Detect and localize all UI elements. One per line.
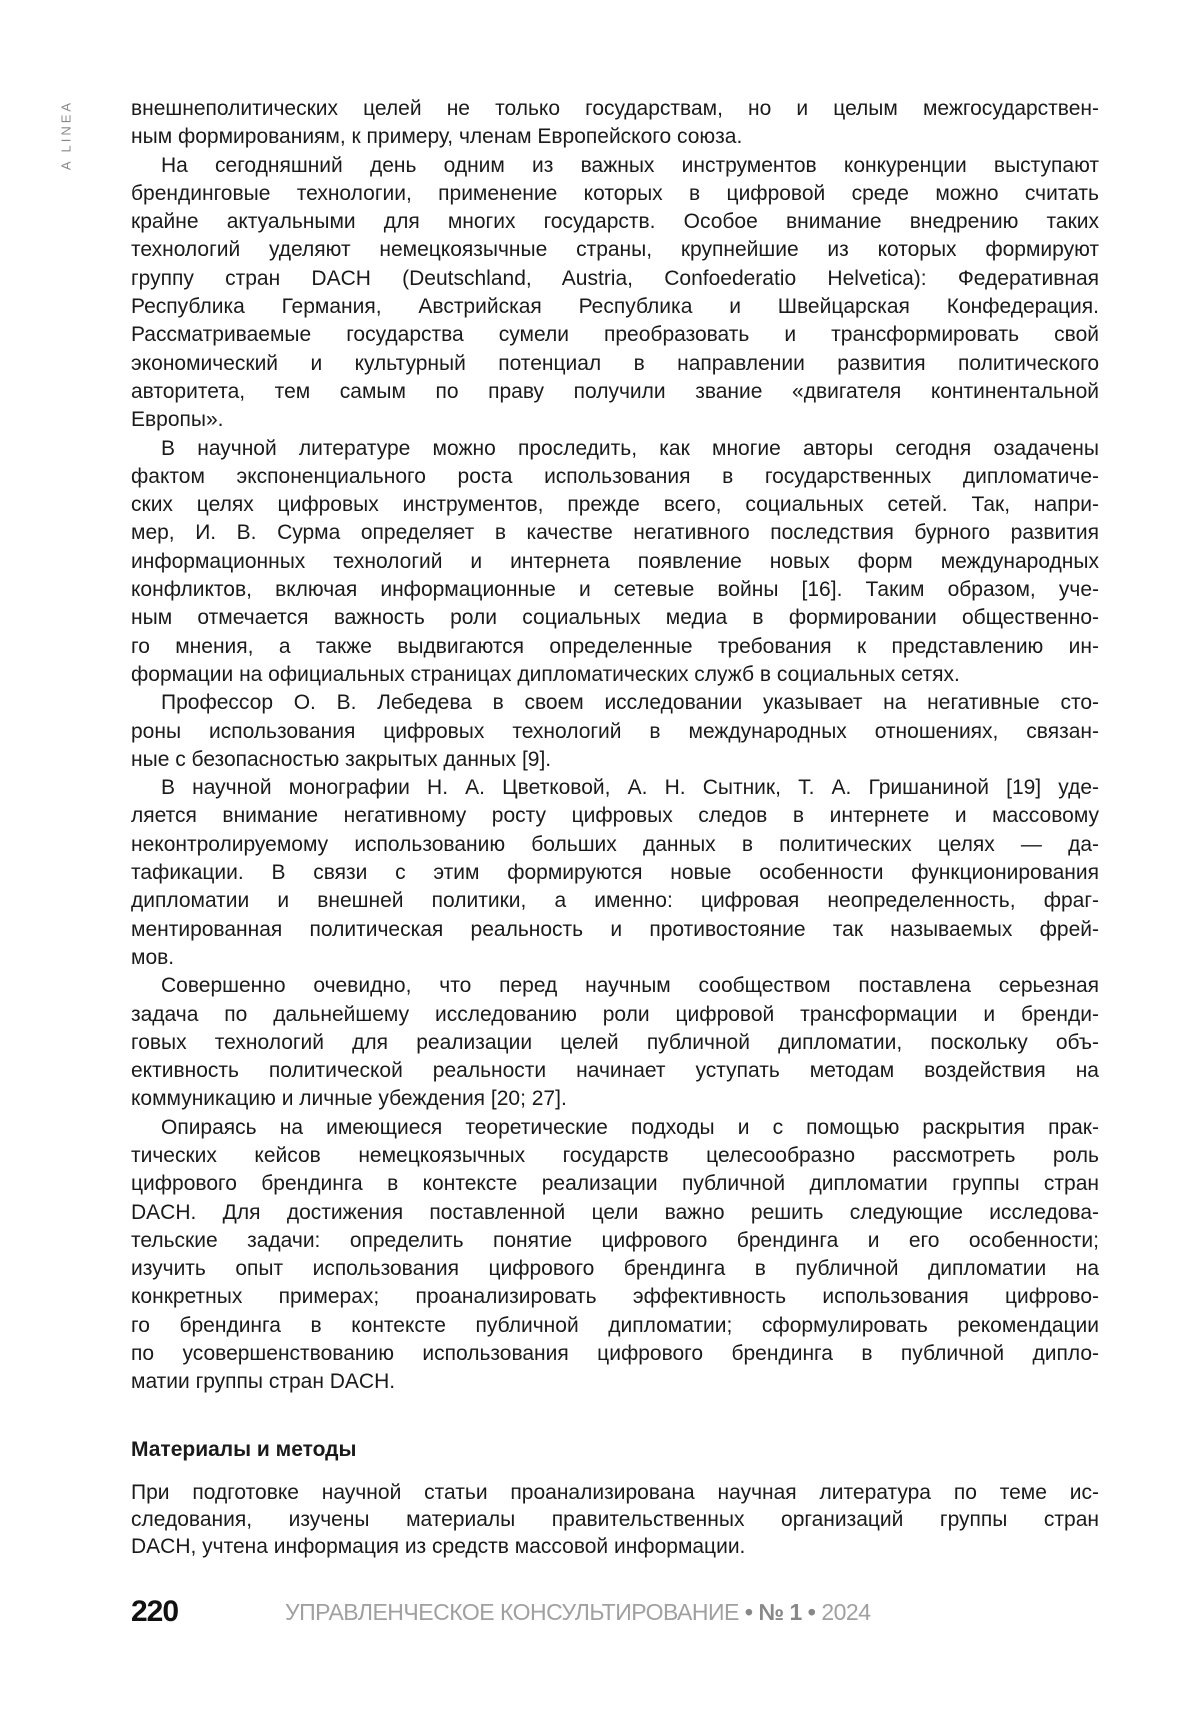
text-line: Рассматриваемые государства сумели преобразовать и трансформировать свой bbox=[131, 321, 1099, 349]
text-line: В научной монографии Н. А. Цветковой, А. Н. Сытник, Т. А. Гришаниной [19] уде- bbox=[131, 774, 1099, 802]
article-body bbox=[131, 95, 1099, 1397]
page-footer bbox=[131, 1592, 871, 1632]
text-line: конфликтов, включая информационные и сетевые войны [16]. Таким образом, уче- bbox=[131, 576, 1099, 604]
text-line: На сегодняшний день одним из важных инструментов конкуренции выступают bbox=[131, 152, 1099, 180]
text-line: технологий уделяют немецкоязычные страны, крупнейшие из которых формируют bbox=[131, 236, 1099, 264]
text-line: ным отмечается важность роли социальных медиа в формировании общественно- bbox=[131, 604, 1099, 632]
text-line: тельские задачи: определить понятие цифрового брендинга и его особенности; bbox=[131, 1227, 1099, 1255]
text-line: цифрового брендинга в контексте реализации публичной дипломатии группы стран bbox=[131, 1170, 1099, 1198]
text-line: мер, И. В. Сурма определяет в качестве негативного последствия бурного развития bbox=[131, 519, 1099, 547]
text-line: Совершенно очевидно, что перед научным сообществом поставлена серьезная bbox=[131, 972, 1099, 1000]
text-line: матии группы стран DACH. bbox=[131, 1368, 1099, 1396]
text-line: конкретных примерах; проанализировать эффективность использования цифрово- bbox=[131, 1283, 1099, 1311]
page-number: 220 bbox=[131, 1595, 285, 1629]
text-line: информационных технологий и интернета появление новых форм международных bbox=[131, 548, 1099, 576]
text-line: роны использования цифровых технологий в международных отношениях, связан- bbox=[131, 718, 1099, 746]
text-line: изучить опыт использования цифрового брендинга в публичной дипломатии на bbox=[131, 1255, 1099, 1283]
text-line: ских целях цифровых инструментов, прежде всего, социальных сетей. Так, напри- bbox=[131, 491, 1099, 519]
journal-name: УПРАВЛЕНЧЕСКОЕ КОНСУЛЬТИРОВАНИЕ bbox=[285, 1599, 739, 1625]
text-line: экономический и культурный потенциал в направлении развития политического bbox=[131, 350, 1099, 378]
text-line: Европы». bbox=[131, 406, 1099, 434]
text-line: группу стран DACH (Deutschland, Austria, Confoederatio Helvetica): Федеративная bbox=[131, 265, 1099, 293]
text-line: Профессор О. В. Лебедева в своем исследовании указывает на негативные сто- bbox=[131, 689, 1099, 717]
paragraph bbox=[131, 972, 1099, 1113]
separator: • bbox=[745, 1599, 753, 1625]
section-heading: Материалы и методы bbox=[131, 1436, 356, 1464]
text-line: коммуникацию и личные убеждения [20; 27]. bbox=[131, 1085, 1099, 1113]
running-side-label bbox=[58, 95, 74, 175]
text-line: брендинговые технологии, применение которых в цифровой среде можно считать bbox=[131, 180, 1099, 208]
text-line: следования, изучены материалы правительственных организаций группы стран bbox=[131, 1506, 1099, 1533]
text-line: внешнеполитических целей не только государствам, но и целым межгосударствен- bbox=[131, 95, 1099, 123]
text-line: DACH, учтена информация из средств массовой информации. bbox=[131, 1533, 1099, 1560]
text-line: ляется внимание негативному росту цифровых следов в интернете и массовому bbox=[131, 802, 1099, 830]
text-line: тических кейсов немецкоязычных государств целесообразно рассмотреть роль bbox=[131, 1142, 1099, 1170]
paragraph bbox=[131, 774, 1099, 972]
text-line: В научной литературе можно проследить, как многие авторы сегодня озадачены bbox=[131, 435, 1099, 463]
text-line: ментированная политическая реальность и противостояние так называемых фрей- bbox=[131, 916, 1099, 944]
text-line: Опираясь на имеющиеся теоретические подходы и с помощью раскрытия прак- bbox=[131, 1114, 1099, 1142]
text-line: фактом экспоненциального роста использования в государственных дипломатиче- bbox=[131, 463, 1099, 491]
text-line: Республика Германия, Австрийская Республика и Швейцарская Конфедерация. bbox=[131, 293, 1099, 321]
paragraph bbox=[131, 1114, 1099, 1397]
paragraph bbox=[131, 435, 1099, 690]
text-line: крайне актуальными для многих государств. Особое внимание внедрению таких bbox=[131, 208, 1099, 236]
methods-section-body bbox=[131, 1479, 1099, 1561]
text-line: неконтролируемому использованию больших данных в политических целях — да- bbox=[131, 831, 1099, 859]
text-line: говых технологий для реализации целей публичной дипломатии, поскольку объ- bbox=[131, 1029, 1099, 1057]
paragraph bbox=[131, 689, 1099, 774]
separator: • bbox=[808, 1599, 816, 1625]
journal-year: 2024 bbox=[821, 1599, 870, 1625]
text-line: DACH. Для достижения поставленной цели важно решить следующие исследова- bbox=[131, 1199, 1099, 1227]
text-line: го брендинга в контексте публичной дипломатии; сформулировать рекомендации bbox=[131, 1312, 1099, 1340]
text-line: го мнения, а также выдвигаются определенные требования к представлению ин- bbox=[131, 633, 1099, 661]
text-line: формации на официальных страницах дипломатических служб в социальных сетях. bbox=[131, 661, 1099, 689]
text-line: мов. bbox=[131, 944, 1099, 972]
text-line: по усовершенствованию использования цифрового брендинга в публичной дипло- bbox=[131, 1340, 1099, 1368]
text-line: ективность политической реальности начинает уступать методам воздействия на bbox=[131, 1057, 1099, 1085]
text-line: дипломатии и внешней политики, а именно: цифровая неопределенность, фраг- bbox=[131, 887, 1099, 915]
paragraph bbox=[131, 152, 1099, 435]
text-line: авторитета, тем самым по праву получили звание «двигателя континентальной bbox=[131, 378, 1099, 406]
text-line: При подготовке научной статьи проанализирована научная литература по теме ис- bbox=[131, 1479, 1099, 1506]
paragraph bbox=[131, 95, 1099, 152]
issue-number: № 1 bbox=[758, 1599, 801, 1625]
paragraph bbox=[131, 1479, 1099, 1561]
text-line: ные с безопасностью закрытых данных [9]. bbox=[131, 746, 1099, 774]
text-line: ным формированиям, к примеру, членам Европейского союза. bbox=[131, 123, 1099, 151]
text-line: тафикации. В связи с этим формируются новые особенности функционирования bbox=[131, 859, 1099, 887]
side-label-text: A LINEA bbox=[59, 100, 74, 170]
text-line: задача по дальнейшему исследованию роли цифровой трансформации и бренди- bbox=[131, 1001, 1099, 1029]
journal-info bbox=[285, 1599, 871, 1626]
